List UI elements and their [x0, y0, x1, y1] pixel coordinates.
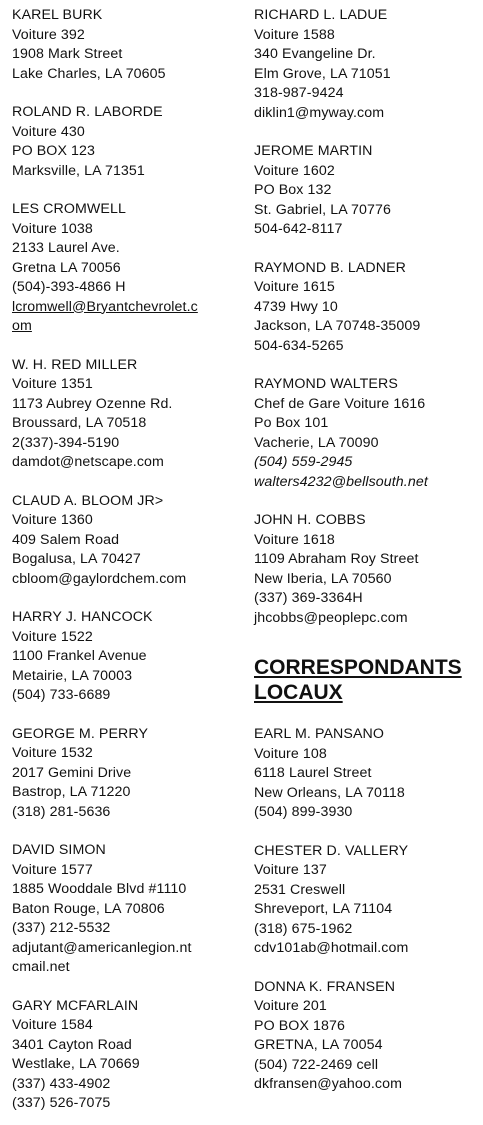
entry-address: 409 Salem Road	[12, 531, 120, 548]
entry-name: CHESTER D. VALLERY	[254, 842, 409, 859]
entry-address: 1173 Aubrey Ozenne Rd.	[12, 395, 173, 412]
entry-name: W. H. RED MILLER	[12, 356, 138, 373]
entry-voiture: Voiture 108	[254, 745, 327, 762]
entry-city: St. Gabriel, LA 70776	[254, 201, 391, 218]
entry-john-cobbs	[254, 511, 480, 628]
entry-roland-laborde	[12, 103, 240, 181]
entry-city: Shreveport, LA 71104	[254, 901, 393, 917]
entry-city: New Orleans, LA 70118	[254, 784, 405, 801]
entry-name: RAYMOND B. LADNER	[254, 259, 407, 276]
entry-voiture: Voiture 1618	[254, 531, 335, 548]
entry-voiture: Voiture 1588	[254, 26, 335, 43]
entry-phone: (504)-393-4866 H	[12, 279, 126, 295]
entry-phone: (504) 722-2469 cell	[254, 1056, 379, 1073]
entry-city: New Iberia, LA 70560	[254, 570, 392, 587]
entry-name: RAYMOND WALTERS	[254, 376, 398, 392]
entry-name: ROLAND R. LABORDE	[12, 104, 163, 120]
entry-email: adjutant@americanlegion.nt	[12, 939, 192, 956]
entry-karel-burk	[12, 6, 240, 84]
entry-address: 1908 Mark Street	[12, 46, 123, 62]
entry-voiture: Voiture 1584	[12, 1017, 93, 1033]
entry-address: 1100 Frankel Avenue	[12, 648, 147, 664]
entry-email: cdv101ab@hotmail.com	[254, 940, 409, 956]
entry-phone: (337) 369-3364H	[254, 590, 363, 606]
entry-city: Jackson, LA 70748-35009	[254, 318, 421, 334]
entry-phone: (318) 675-1962	[254, 920, 353, 937]
entry-voiture: Voiture 392	[12, 26, 85, 43]
section-heading-line-2: LOCAUX	[254, 681, 343, 704]
entry-claud-bloom	[12, 492, 240, 590]
right-column	[254, 6, 480, 1095]
entry-harry-hancock	[12, 608, 240, 706]
entry-phone: (504) 899-3930	[254, 804, 353, 820]
entry-email: damdot@netscape.com	[12, 454, 164, 470]
entry-email: jhcobbs@peoplepc.com	[254, 609, 408, 626]
entry-voiture: Voiture 1360	[12, 512, 93, 528]
entry-city: Elm Grove, LA 71051	[254, 65, 391, 82]
section-heading-line-1: CORRESPONDANTS	[254, 656, 462, 679]
entry-david-simon	[12, 841, 240, 978]
entry-email: dkfransen@yahoo.com	[254, 1076, 403, 1092]
entry-name: JEROME MARTIN	[254, 143, 373, 159]
entry-voiture: Voiture 1577	[12, 861, 93, 878]
entry-phone: 504-634-5265	[254, 337, 344, 354]
entry-phone: (337) 433-4902	[12, 1075, 111, 1092]
entry-city: Gretna LA 70056	[12, 259, 121, 276]
entry-email-link-cont[interactable]: om	[12, 318, 32, 334]
entry-email: cbloom@gaylordchem.com	[12, 570, 187, 587]
entry-address: Po Box 101	[254, 415, 329, 431]
entry-name: LES CROMWELL	[12, 201, 126, 217]
section-heading	[254, 655, 480, 705]
entry-email: diklin1@myway.com	[254, 104, 385, 121]
entry-city: Marksville, LA 71351	[12, 162, 145, 179]
entry-address: 2133 Laurel Ave.	[12, 240, 120, 256]
entry-city: Westlake, LA 70669	[12, 1056, 140, 1072]
entry-chester-vallery	[254, 842, 480, 959]
entry-name: DAVID SIMON	[12, 842, 106, 858]
entry-address: PO BOX 1876	[254, 1017, 346, 1034]
entry-name: GEORGE M. PERRY	[12, 725, 149, 742]
entry-voiture: Voiture 1038	[12, 220, 93, 237]
entry-richard-ladue	[254, 6, 480, 123]
entry-city: Broussard, LA 70518	[12, 415, 147, 431]
entry-voiture: Voiture 1522	[12, 628, 93, 645]
entry-address: 1885 Wooddale Blvd #1110	[12, 881, 187, 897]
entry-raymond-walters	[254, 375, 480, 492]
entry-voiture: Voiture 201	[254, 998, 327, 1014]
entry-address: 3401 Cayton Road	[12, 1036, 132, 1053]
entry-address: 1109 Abraham Roy Street	[254, 551, 419, 567]
entry-name: GARY MCFARLAIN	[12, 997, 139, 1014]
entry-name: CLAUD A. BLOOM JR>	[12, 492, 164, 509]
entry-city: Lake Charles, LA 70605	[12, 65, 166, 82]
entry-name: HARRY J. HANCOCK	[12, 609, 153, 625]
entry-name: RICHARD L. LADUE	[254, 7, 388, 23]
entry-city: Metairie, LA 70003	[12, 667, 133, 684]
entry-jerome-martin	[254, 142, 480, 240]
entry-city: Baton Rouge, LA 70806	[12, 900, 165, 917]
entry-voiture: Chef de Gare Voiture 1616	[254, 395, 426, 412]
entry-phone: (337) 212-5532	[12, 920, 111, 936]
entry-voiture: Voiture 1602	[254, 162, 335, 179]
entry-earl-pansano	[254, 725, 480, 823]
entry-city: GRETNA, LA 70054	[254, 1037, 383, 1053]
entry-voiture: Voiture 1351	[12, 376, 93, 392]
entry-city: Bastrop, LA 71220	[12, 784, 131, 800]
entry-donna-fransen	[254, 978, 480, 1095]
entry-city: Bogalusa, LA 70427	[12, 551, 141, 567]
entry-address: 6118 Laurel Street	[254, 765, 372, 781]
entry-phone: 318-987-9424	[254, 85, 344, 101]
entry-address: 2017 Gemini Drive	[12, 764, 132, 781]
entry-phone: 504-642-8117	[254, 221, 343, 237]
entry-voiture: Voiture 430	[12, 123, 85, 140]
entry-george-perry	[12, 725, 240, 823]
entry-raymond-ladner	[254, 259, 480, 357]
entry-phone: 2(337)-394-5190	[12, 434, 120, 451]
entry-address: 2531 Creswell	[254, 881, 346, 898]
entry-address: 340 Evangeline Dr.	[254, 46, 376, 62]
entry-les-cromwell	[12, 200, 240, 337]
entry-city: Vacherie, LA 70090	[254, 434, 379, 451]
entry-address: PO BOX 123	[12, 143, 96, 159]
entry-name: EARL M. PANSANO	[254, 726, 385, 742]
entry-voiture: Voiture 1532	[12, 745, 93, 761]
entry-email-link[interactable]: lcromwell@Bryantchevrolet.c	[12, 298, 198, 315]
entry-voiture: Voiture 137	[254, 862, 327, 878]
entry-email: walters4232@bellsouth.net	[254, 473, 428, 490]
entry-email-cont: cmail.net	[12, 959, 70, 975]
entry-name: JOHN H. COBBS	[254, 512, 366, 528]
entry-name: KAREL BURK	[12, 7, 103, 23]
entry-phone-alt: (337) 526-7075	[12, 1095, 111, 1111]
entry-phone: (504) 559-2945	[254, 454, 353, 470]
entry-phone: (318) 281-5636	[12, 803, 111, 820]
entry-gary-mcfarlain	[12, 997, 240, 1114]
entry-address: 4739 Hwy 10	[254, 298, 338, 315]
entry-name: DONNA K. FRANSEN	[254, 978, 396, 995]
entry-phone: (504) 733-6689	[12, 687, 111, 703]
entry-voiture: Voiture 1615	[254, 279, 335, 295]
left-column	[12, 6, 240, 1114]
entry-red-miller	[12, 356, 240, 473]
entry-address: PO Box 132	[254, 182, 332, 198]
